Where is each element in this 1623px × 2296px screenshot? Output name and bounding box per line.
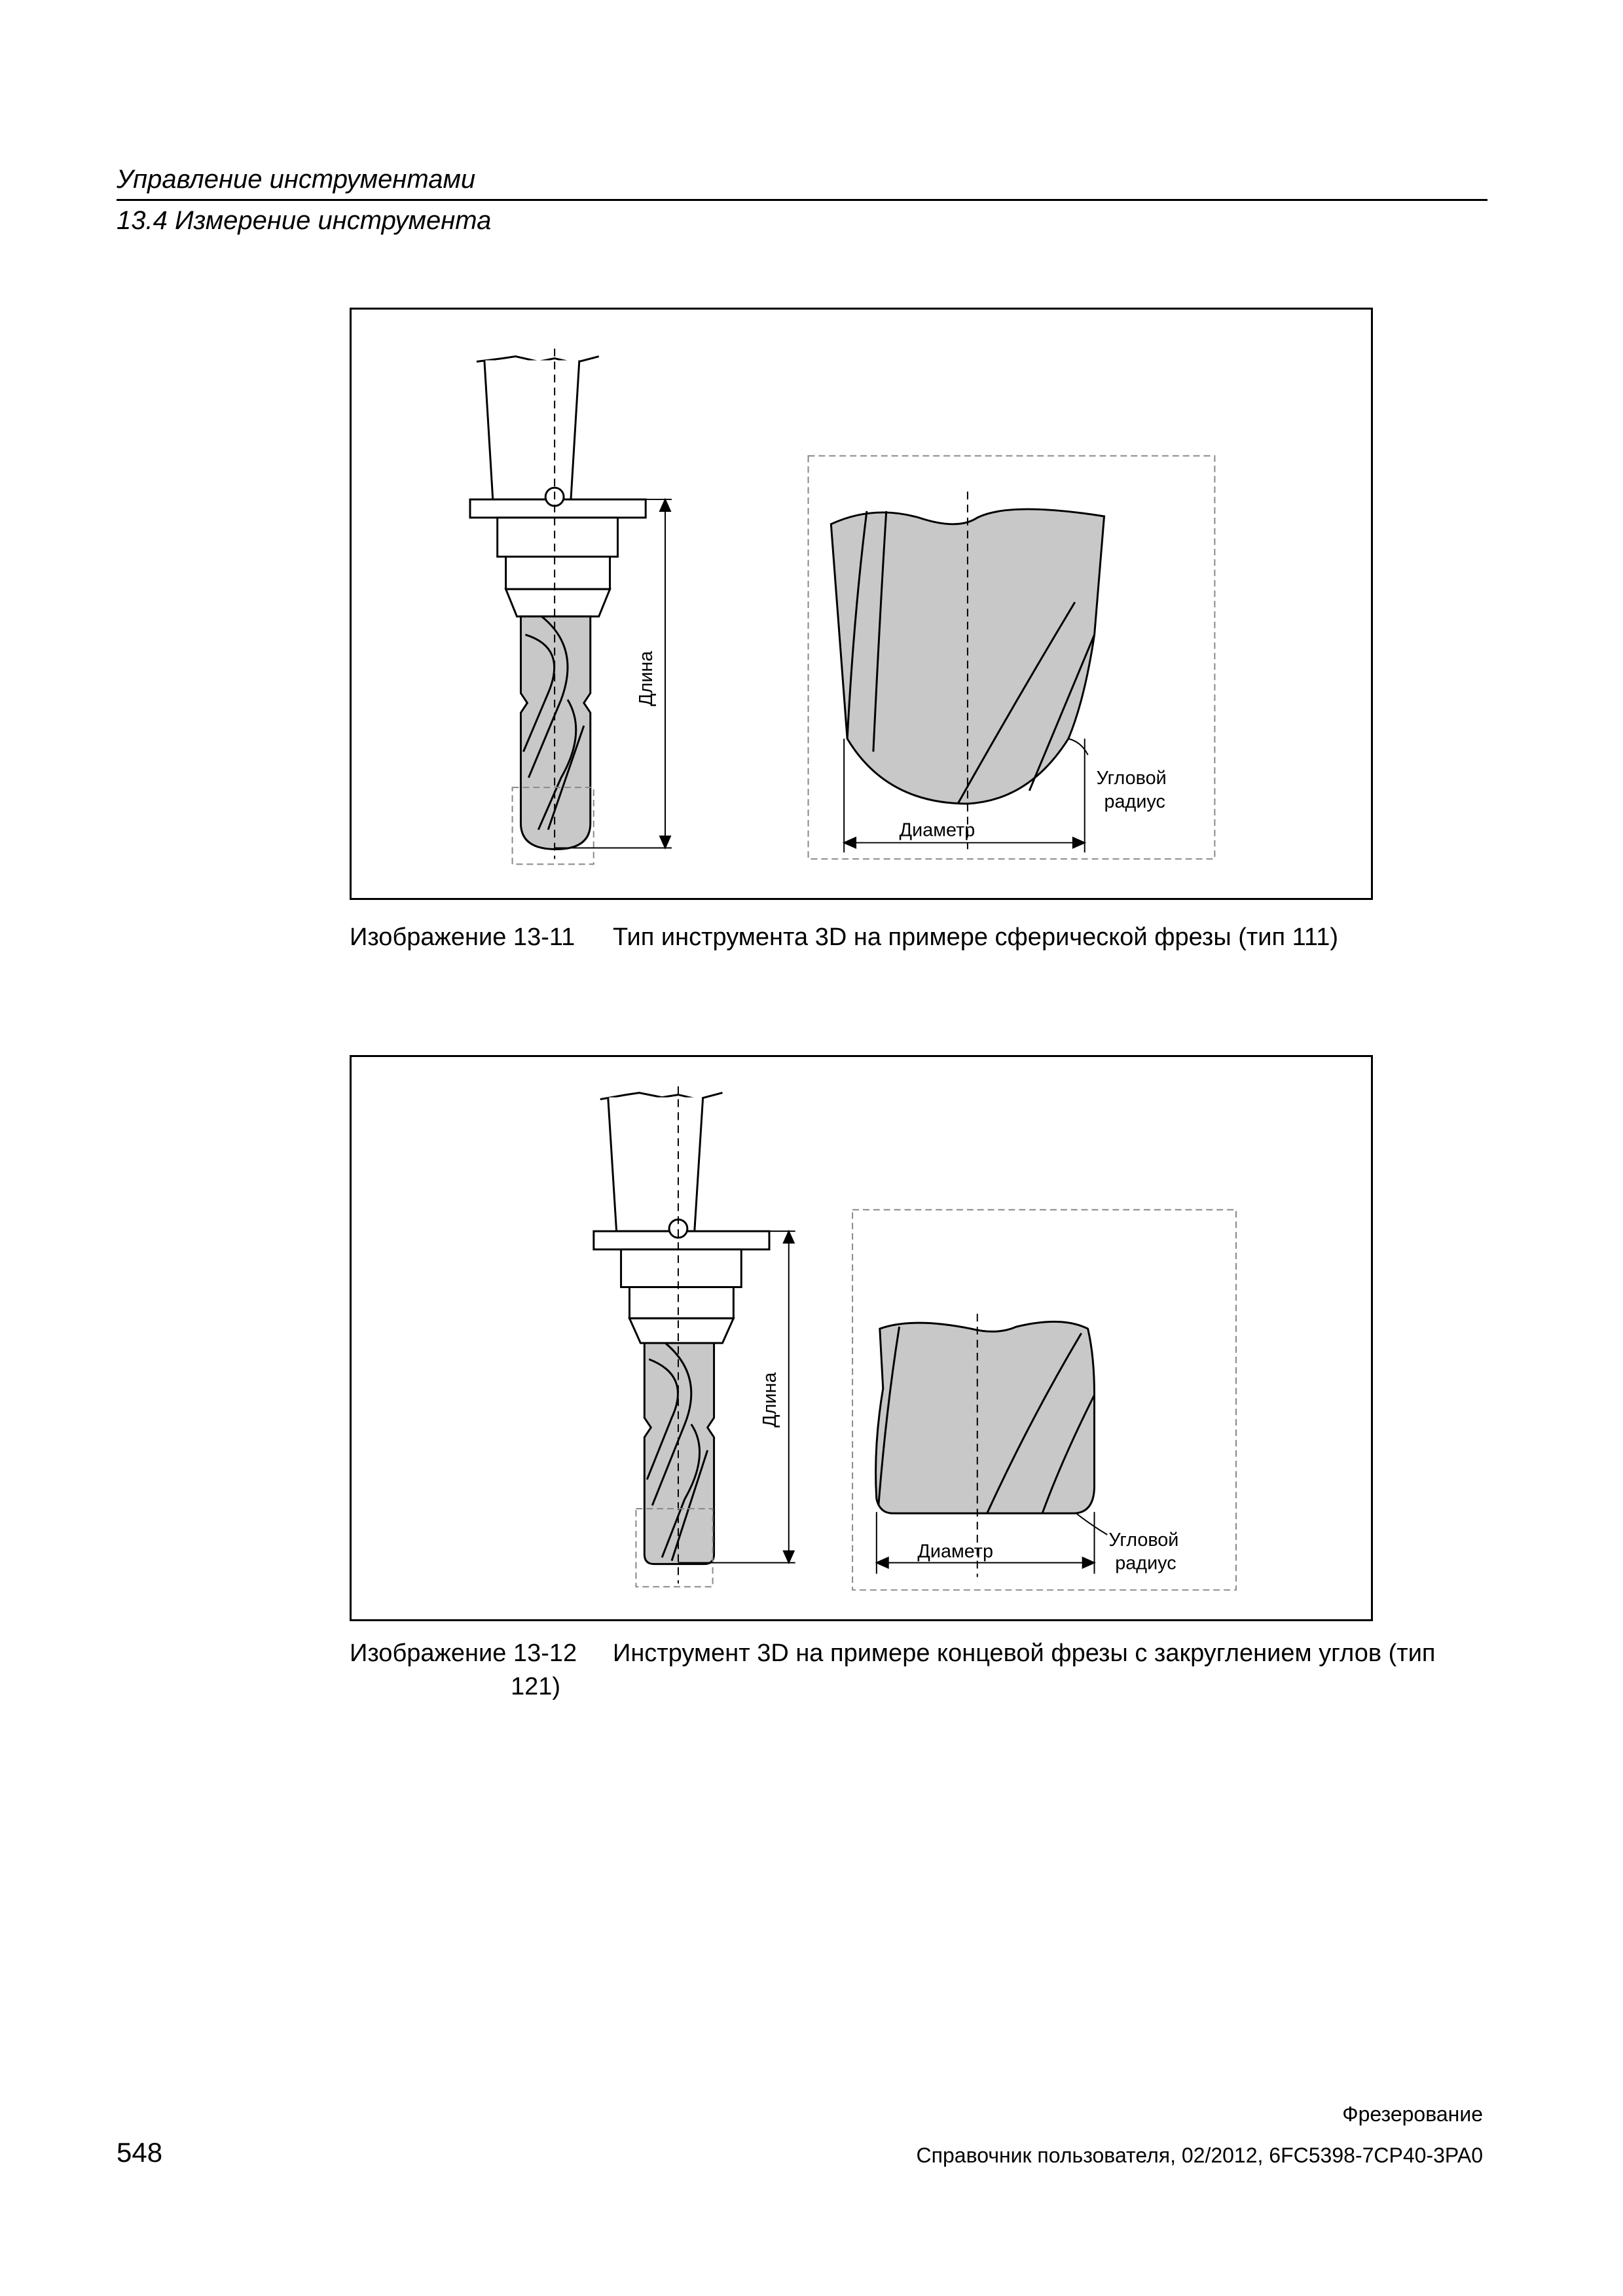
cutter-body bbox=[644, 1343, 714, 1564]
page-number: 548 bbox=[117, 2137, 163, 2168]
corner-radius-label-line2: радиус bbox=[1104, 791, 1165, 812]
ball-nose-detail bbox=[831, 509, 1104, 804]
corner-radius-label-line2: радиус bbox=[1115, 1552, 1176, 1574]
figure-ball-mill bbox=[350, 308, 1373, 900]
header-rule bbox=[117, 199, 1487, 201]
corner-radius-label-line1: Угловой bbox=[1096, 768, 1167, 789]
footer-section: Фрезерование bbox=[1342, 2102, 1483, 2126]
cutter-body bbox=[520, 617, 590, 850]
footer-manual: Справочник пользователя, 02/2012, 6FC5398-7CP40-3PA0 bbox=[916, 2144, 1483, 2167]
tool-holder bbox=[594, 1093, 769, 1343]
torus-mill-drawing bbox=[352, 1057, 1371, 1619]
chapter-title: Управление инструментами bbox=[117, 165, 476, 194]
section-title: 13.4 Измерение инструмента bbox=[117, 206, 492, 235]
ball-mill-drawing bbox=[352, 310, 1371, 898]
length-label: Длина bbox=[759, 1372, 780, 1428]
figure-caption: Тип инструмента 3D на примере сферической фрезы (тип 111) bbox=[613, 924, 1339, 951]
tool-holder bbox=[470, 357, 646, 617]
figure-label: Изображение 13-12 bbox=[350, 1640, 577, 1667]
corner-radius-label-line1: Угловой bbox=[1108, 1529, 1179, 1551]
figure-caption: Инструмент 3D на примере концевой фрезы с закруглением углов (тип bbox=[613, 1640, 1436, 1667]
diameter-label: Диаметр bbox=[899, 819, 976, 841]
figure-torus-mill bbox=[350, 1055, 1373, 1621]
diameter-label: Диаметр bbox=[917, 1541, 994, 1562]
length-label: Длина bbox=[636, 651, 657, 706]
figure-label-continuation: 121) bbox=[511, 1673, 561, 1700]
figure-label: Изображение 13-11 bbox=[350, 924, 575, 951]
corner-radius-detail bbox=[876, 1321, 1095, 1513]
